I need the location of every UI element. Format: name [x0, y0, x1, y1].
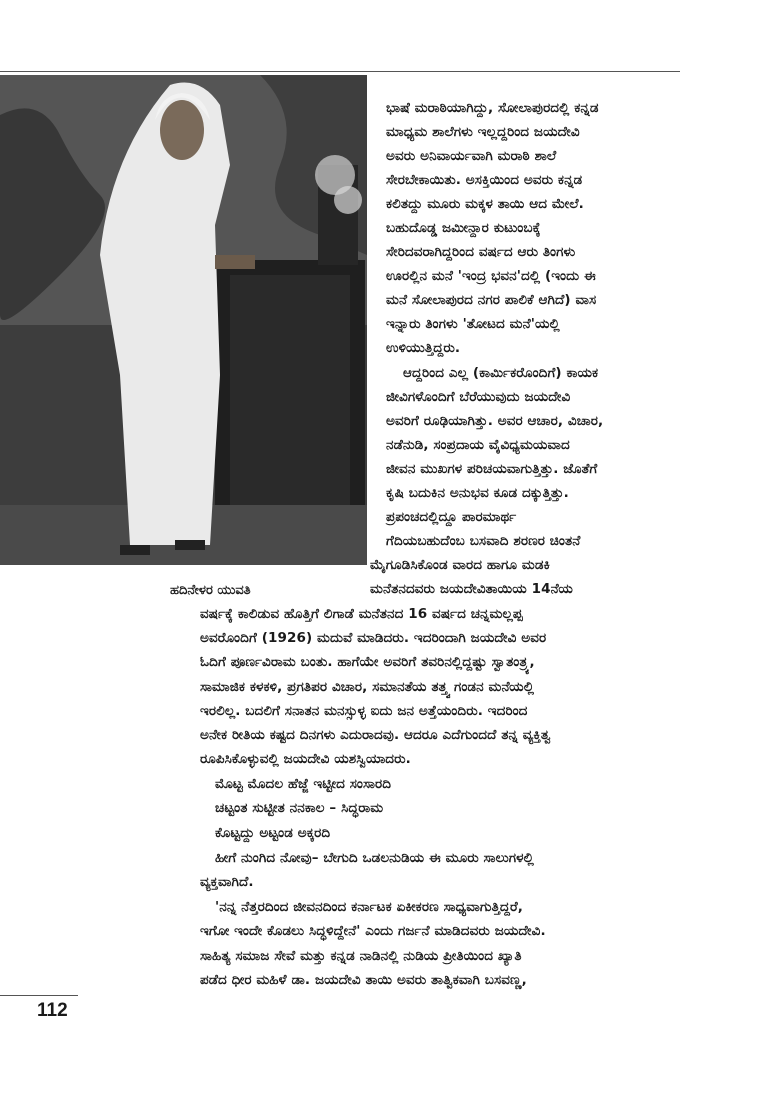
text-line: ಇನ್ನಾರು ತಿಂಗಳು 'ತೋಟದ ಮನೆ'ಯಲ್ಲಿ: [386, 316, 560, 332]
text-line: ಜೀವಿಗಳೊಂದಿಗೆ ಬೆರೆಯುವುದು ಜಯದೇವಿ: [386, 389, 571, 405]
text-line: ಭಾಷೆ ಮರಾಠಿಯಾಗಿದ್ದು, ಸೋಲಾಪುರದಲ್ಲಿ ಕನ್ನಡ: [386, 100, 599, 116]
text-line: ಜೀವನ ಮುಖಗಳ ಪರಿಚಯವಾಗುತ್ತಿತ್ತು. ಜೊತೆಗೆ: [386, 461, 598, 477]
text-line: ರೂಪಿಸಿಕೊಳ್ಳುವಲ್ಲಿ ಜಯದೇವಿ ಯಶಸ್ವಿಯಾದರು.: [200, 751, 411, 767]
text-line: ಹೀಗೆ ನುಂಗಿದ ನೋವು– ಬೇಗುದಿ ಒಡಲನುಡಿಯ ಈ ಮೂರು ಸಾಲುಗಳಲ್ಲಿ: [215, 850, 534, 866]
portrait-photo: [0, 75, 367, 565]
text-line: ಇರಲಿಲ್ಲ. ಬದಲಿಗೆ ಸನಾತನ ಮನಸ್ಸುಳ್ಳ ಐದು ಜನ ಅತ್ತೆಯಂದಿರು. ಇದರಿಂದ: [200, 703, 528, 719]
text-line: ಮೊಟ್ಟ ಮೊದಲ ಹೆಜ್ಜೆ ಇಟ್ಟೀದ ಸಂಸಾರದಿ: [215, 776, 392, 792]
text-line: ಗೆದಿಯಬಹುದೆಂಬ ಬಸವಾದಿ ಶರಣರ ಚಿಂತನೆ: [386, 533, 581, 549]
text-line: ಕೊಟ್ಟದ್ದು ಅಟ್ಟಂಡ ಅಕ್ಕರದಿ: [215, 825, 331, 841]
text-line: ಸಾಮಾಜಿಕ ಕಳಕಳಿ, ಪ್ರಗತಿಪರ ವಿಚಾರ, ಸಮಾನತೆಯ ತತ್ತ್ವ ಗಂಡನ ಮನೆಯಲ್ಲಿ: [200, 679, 535, 695]
text-line: ಇಗೋ ಇಂದೇ ಕೊಡಲು ಸಿದ್ಧಳಿದ್ದೇನೆ' ಎಂದು ಗರ್ಜನೆ ಮಾಡಿದವರು ಜಯದೇವಿ.: [200, 923, 546, 939]
text-line: ಸೇರಿದವರಾಗಿದ್ದರಿಂದ ವರ್ಷದ ಆರು ತಿಂಗಳು: [386, 244, 576, 260]
text-line: ಅವರು ಅನಿವಾರ್ಯವಾಗಿ ಮರಾಠಿ ಶಾಲೆ: [386, 148, 557, 164]
text-line: ಮೈಗೂಡಿಸಿಕೊಂಡ ವಾರದ ಹಾಗೂ ಮಡಕಿ: [370, 557, 550, 573]
text-line: ಮನೆ ಸೋಲಾಪುರದ ನಗರ ಪಾಲಿಕೆ ಆಗಿದೆ) ವಾಸ: [386, 292, 597, 308]
text-line: ಮನೆತನದವರು ಜಯದೇವಿತಾಯಿಯ 14ನೆಯ: [370, 581, 573, 597]
text-line: ಆದ್ದರಿಂದ ಎಲ್ಲ (ಕಾರ್ಮಿಕರೊಂದಿಗೆ) ಕಾಯಕ: [403, 365, 599, 381]
text-line: 'ನನ್ನ ನೆತ್ತರದಿಂದ ಜೀವನದಿಂದ ಕರ್ನಾಟಕ ಏಕೀಕರಣ ಸಾಧ್ಯವಾಗುತ್ತಿದ್ದರೆ,: [215, 899, 523, 915]
text-line: ಊರಲ್ಲಿನ ಮನೆ 'ಇಂದ್ರ ಭವನ'ದಲ್ಲಿ (ಇಂದು ಈ: [386, 268, 596, 284]
text-line: ಸಾಹಿತ್ಯ ಸಮಾಜ ಸೇವೆ ಮತ್ತು ಕನ್ನಡ ನಾಡಿನಲ್ಲಿ ನುಡಿಯ ಪ್ರೀತಿಯಿಂದ ಖ್ಯಾತಿ: [200, 948, 522, 964]
page-number: 112: [37, 1000, 68, 1021]
text-line: ಚಟ್ಟಂತ ಸುಟ್ಟೀತ ನನಕಾಲ – ಸಿದ್ಧರಾಮ: [215, 800, 384, 816]
text-line: ಸೇರಬೇಕಾಯಿತು. ಅಸಕ್ತಿಯಿಂದ ಅವರು ಕನ್ನಡ: [386, 172, 583, 188]
top-rule: [0, 71, 680, 72]
text-line: ಪ್ರಪಂಚದಲ್ಲಿದ್ದೂ ಪಾರಮಾರ್ಥ: [386, 509, 517, 525]
text-line: ಕೃಷಿ ಬದುಕಿನ ಅನುಭವ ಕೂಡ ದಕ್ಕುತ್ತಿತ್ತು.: [386, 485, 569, 501]
text-line: ಓದಿಗೆ ಪೂರ್ಣವಿರಾಮ ಬಂತು. ಹಾಗೆಯೇ ಅವರಿಗೆ ತವರಿನಲ್ಲಿದ್ದಷ್ಟು ಸ್ವಾತಂತ್ರ್ಯ,: [200, 654, 535, 670]
text-line: ಅವರೊಂದಿಗೆ (1926) ಮದುವೆ ಮಾಡಿದರು. ಇದರಿಂದಾಗಿ ಜಯದೇವಿ ಅವರ: [200, 630, 547, 646]
text-line: ನಡೆನುಡಿ, ಸಂಪ್ರದಾಯ ವೈವಿಧ್ಯಮಯವಾದ: [386, 437, 570, 453]
text-line: ವ್ಯಕ್ತವಾಗಿದೆ.: [200, 874, 254, 890]
text-line: ಮಾಧ್ಯಮ ಶಾಲೆಗಳು ಇಲ್ಲದ್ದರಿಂದ ಜಯದೇವಿ: [386, 124, 580, 140]
photo-caption: ಹದಿನೇಳರ ಯುವತಿ: [170, 583, 251, 598]
text-line: ಕಲಿತದ್ದು ಮೂರು ಮಕ್ಕಳ ತಾಯಿ ಆದ ಮೇಲೆ.: [386, 196, 584, 212]
text-line: ಅವರಿಗೆ ರೂಢಿಯಾಗಿತ್ತು. ಅವರ ಆಚಾರ, ವಿಚಾರ,: [386, 413, 604, 429]
bottom-rule: [0, 995, 78, 996]
text-line: ಬಹುದೊಡ್ಡ ಜಮೀನ್ದಾರ ಕುಟುಂಬಕ್ಕೆ: [386, 220, 541, 236]
text-line: ಪಡೆದ ಧೀರ ಮಹಿಳೆ ಡಾ. ಜಯದೇವಿ ತಾಯಿ ಅವರು ತಾತ್ವಿಕವಾಗಿ ಬಸವಣ್ಣ,: [200, 972, 527, 988]
text-line: ಅನೇಕ ರೀತಿಯ ಕಷ್ಟದ ದಿನಗಳು ಎದುರಾದವು. ಆದರೂ ಎದೆಗುಂದದೆ ತನ್ನ ವ್ಯಕ್ತಿತ್ವ: [200, 727, 551, 743]
text-line: ಉಳಿಯುತ್ತಿದ್ದರು.: [386, 340, 461, 356]
text-line: ವರ್ಷಕ್ಕೆ ಕಾಲಿಡುವ ಹೊತ್ತಿಗೆ ಲಿಗಾಡೆ ಮನೆತನದ 16 ವರ್ಷದ ಚನ್ನಮಲ್ಲಪ್ಪ: [200, 606, 523, 622]
